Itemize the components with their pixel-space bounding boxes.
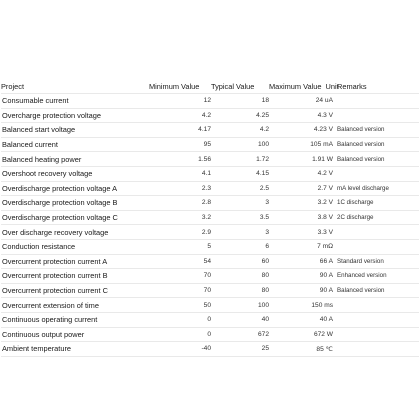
typ-value: 40 xyxy=(211,312,269,327)
max-value: 4.23 V xyxy=(269,123,333,138)
table-row xyxy=(1,269,419,284)
min-value: 4.17 xyxy=(149,123,211,138)
table-row xyxy=(1,298,419,313)
max-value: 150 ms xyxy=(269,298,333,313)
header-typ: Typical Value xyxy=(211,79,269,94)
min-value: 12 xyxy=(149,94,211,109)
param-name: Overcurrent protection current A xyxy=(1,254,149,269)
typ-value: 100 xyxy=(211,298,269,313)
typ-value: 3.5 xyxy=(211,210,269,225)
remarks xyxy=(333,312,419,327)
typ-value: 25 xyxy=(211,342,269,357)
remarks xyxy=(333,166,419,181)
param-name: Ambient temperature xyxy=(1,342,149,357)
max-value: 1.91 W xyxy=(269,152,333,167)
param-name: Overshoot recovery voltage xyxy=(1,166,149,181)
max-value: 40 A xyxy=(269,312,333,327)
typ-value: 672 xyxy=(211,327,269,342)
param-name: Over discharge recovery voltage xyxy=(1,225,149,240)
remarks xyxy=(333,108,419,123)
header-max-unit xyxy=(269,79,339,94)
typ-value: 4.25 xyxy=(211,108,269,123)
param-name: Continuous operating current xyxy=(1,312,149,327)
table-row xyxy=(1,196,419,211)
remarks: Balanced version xyxy=(333,152,419,167)
max-value: 90 A xyxy=(269,283,333,298)
remarks xyxy=(333,327,419,342)
table-row xyxy=(1,312,419,327)
remarks xyxy=(333,225,419,240)
table-row xyxy=(1,137,419,152)
max-value: 3.2 V xyxy=(269,196,333,211)
typ-value: 4.2 xyxy=(211,123,269,138)
remarks: Enhanced version xyxy=(333,269,419,284)
min-value: 95 xyxy=(149,137,211,152)
typ-value: 2.5 xyxy=(211,181,269,196)
remarks xyxy=(333,94,419,109)
min-value: 70 xyxy=(149,283,211,298)
table-row xyxy=(1,181,419,196)
min-value: 70 xyxy=(149,269,211,284)
max-value: 4.2 V xyxy=(269,166,333,181)
remarks: Balanced version xyxy=(333,137,419,152)
param-name: Conduction resistance xyxy=(1,239,149,254)
table-row xyxy=(1,239,419,254)
typ-value: 6 xyxy=(211,239,269,254)
min-value: 0 xyxy=(149,312,211,327)
max-value: 3.8 V xyxy=(269,210,333,225)
max-value: 66 A xyxy=(269,254,333,269)
max-value: 2.7 V xyxy=(269,181,333,196)
min-value: 1.56 xyxy=(149,152,211,167)
param-name: Continuous output power xyxy=(1,327,149,342)
param-name: Balanced current xyxy=(1,137,149,152)
min-value: 3.2 xyxy=(149,210,211,225)
header-unit: Unit xyxy=(325,81,339,91)
param-name: Overdischarge protection voltage B xyxy=(1,196,149,211)
max-value: 105 mA xyxy=(269,137,333,152)
table-row xyxy=(1,94,419,109)
table-row xyxy=(1,283,419,298)
header-min: Minimum Value xyxy=(149,79,211,94)
typ-value: 100 xyxy=(211,137,269,152)
param-name: Balanced heating power xyxy=(1,152,149,167)
min-value: 0 xyxy=(149,327,211,342)
remarks: mA level discharge xyxy=(333,181,419,196)
param-name: Overdischarge protection voltage C xyxy=(1,210,149,225)
header-max: Maximum Value xyxy=(269,81,322,91)
typ-value: 3 xyxy=(211,196,269,211)
max-value: 4.3 V xyxy=(269,108,333,123)
max-value: 672 W xyxy=(269,327,333,342)
table-row xyxy=(1,210,419,225)
min-value: 4.1 xyxy=(149,166,211,181)
remarks: 2C discharge xyxy=(333,210,419,225)
typ-value: 18 xyxy=(211,94,269,109)
typ-value: 3 xyxy=(211,225,269,240)
param-name: Overcurrent protection current B xyxy=(1,269,149,284)
typ-value: 80 xyxy=(211,283,269,298)
param-name: Balanced start voltage xyxy=(1,123,149,138)
table-row xyxy=(1,152,419,167)
table-row xyxy=(1,342,419,357)
remarks: Standard version xyxy=(333,254,419,269)
typ-value: 60 xyxy=(211,254,269,269)
remarks: Balanced version xyxy=(333,283,419,298)
param-name: Overcurrent extension of time xyxy=(1,298,149,313)
header-row xyxy=(1,79,419,94)
max-value: 90 A xyxy=(269,269,333,284)
max-value: 24 uA xyxy=(269,94,333,109)
table-row xyxy=(1,254,419,269)
table-row xyxy=(1,166,419,181)
max-value: 7 mΩ xyxy=(269,239,333,254)
typ-value: 80 xyxy=(211,269,269,284)
remarks: 1C discharge xyxy=(333,196,419,211)
typ-value: 4.15 xyxy=(211,166,269,181)
header-project: Project xyxy=(1,79,149,94)
typ-value: 1.72 xyxy=(211,152,269,167)
min-value: 2.3 xyxy=(149,181,211,196)
param-name: Overcharge protection voltage xyxy=(1,108,149,123)
table-row xyxy=(1,108,419,123)
param-name: Overcurrent protection current C xyxy=(1,283,149,298)
table-row xyxy=(1,225,419,240)
table-row xyxy=(1,123,419,138)
remarks xyxy=(333,239,419,254)
min-value: 2.8 xyxy=(149,196,211,211)
min-value: 54 xyxy=(149,254,211,269)
remarks: Balanced version xyxy=(333,123,419,138)
max-value: 85 ℃ xyxy=(269,342,333,357)
spec-table xyxy=(1,79,419,357)
min-value: 4.2 xyxy=(149,108,211,123)
param-name: Overdischarge protection voltage A xyxy=(1,181,149,196)
min-value: 2.9 xyxy=(149,225,211,240)
min-value: -40 xyxy=(149,342,211,357)
header-remarks: Remarks xyxy=(333,79,419,94)
table-row xyxy=(1,327,419,342)
min-value: 5 xyxy=(149,239,211,254)
remarks xyxy=(333,298,419,313)
remarks xyxy=(333,342,419,357)
param-name: Consumable current xyxy=(1,94,149,109)
max-value: 3.3 V xyxy=(269,225,333,240)
min-value: 50 xyxy=(149,298,211,313)
